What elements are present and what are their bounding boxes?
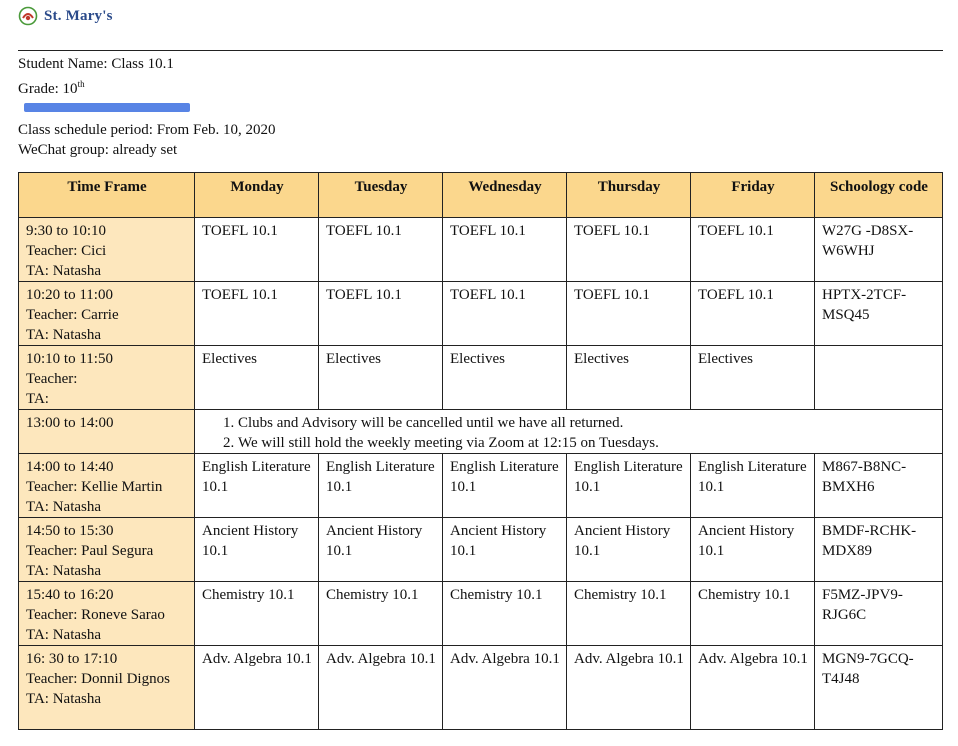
time-cell xyxy=(19,582,195,646)
code-cell: F5MZ-JPV9-RJG6C xyxy=(815,582,943,646)
school-logo-icon xyxy=(18,6,38,26)
teacher: Teacher: Donnil Dignos xyxy=(26,671,170,687)
time-cell xyxy=(19,346,195,410)
time-range: 10:10 to 11:50 xyxy=(26,351,113,367)
notice-item: 1. Clubs and Advisory will be cancelled until we have all returned. xyxy=(238,413,936,433)
class-cell: Electives xyxy=(443,346,567,410)
student-info xyxy=(18,54,275,161)
redacted-line xyxy=(18,100,275,120)
time-range: 13:00 to 14:00 xyxy=(26,415,114,431)
notice-item: 2. We will still hold the weekly meeting via Zoom at 12:15 on Tuesdays. xyxy=(238,433,936,453)
class-cell: TOEFL 10.1 xyxy=(567,282,691,346)
header-divider xyxy=(18,50,943,51)
ta: TA: Natasha xyxy=(26,627,102,643)
student-name: Student Name: Class 10.1 xyxy=(18,56,174,72)
class-cell: Adv. Algebra 10.1 xyxy=(691,646,815,730)
time-range: 10:20 to 11:00 xyxy=(26,287,113,303)
time-range: 9:30 to 10:10 xyxy=(26,223,107,239)
class-cell: TOEFL 10.1 xyxy=(691,218,815,282)
time-range: 14:00 to 14:40 xyxy=(26,459,114,475)
class-cell: Chemistry 10.1 xyxy=(319,582,443,646)
class-cell: TOEFL 10.1 xyxy=(567,218,691,282)
header-friday: Friday xyxy=(691,173,815,218)
header-monday: Monday xyxy=(195,173,319,218)
header-thursday: Thursday xyxy=(567,173,691,218)
class-cell: Electives xyxy=(195,346,319,410)
time-cell xyxy=(19,218,195,282)
grade xyxy=(18,74,275,99)
table-row xyxy=(19,454,943,518)
teacher: Teacher: xyxy=(26,371,78,387)
time-cell xyxy=(19,454,195,518)
notice-list xyxy=(202,413,936,453)
time-cell xyxy=(19,410,195,454)
teacher: Teacher: Kellie Martin xyxy=(26,479,163,495)
header-time-frame: Time Frame xyxy=(19,173,195,218)
class-cell: TOEFL 10.1 xyxy=(195,218,319,282)
code-cell: M867-B8NC-BMXH6 xyxy=(815,454,943,518)
class-cell: TOEFL 10.1 xyxy=(195,282,319,346)
class-cell: Ancient History 10.1 xyxy=(195,518,319,582)
table-row xyxy=(19,410,943,454)
class-cell: Chemistry 10.1 xyxy=(443,582,567,646)
class-schedule-period: Class schedule period: From Feb. 10, 2020 xyxy=(18,121,276,138)
class-cell: Chemistry 10.1 xyxy=(691,582,815,646)
code-cell: BMDF-RCHK-MDX89 xyxy=(815,518,943,582)
time-range: 14:50 to 15:30 xyxy=(26,523,114,539)
class-cell: Ancient History 10.1 xyxy=(443,518,567,582)
ta: TA: Natasha xyxy=(26,327,102,343)
teacher: Teacher: Roneve Sarao xyxy=(26,607,165,623)
header-schoology-code: Schoology code xyxy=(815,173,943,218)
table-row xyxy=(19,518,943,582)
class-cell: Ancient History 10.1 xyxy=(319,518,443,582)
ta: TA: Natasha xyxy=(26,263,102,279)
notice-cell xyxy=(195,410,943,454)
schedule-table xyxy=(18,172,943,730)
class-cell: Electives xyxy=(691,346,815,410)
school-name: St. Mary's xyxy=(44,7,113,24)
class-cell: Electives xyxy=(567,346,691,410)
class-cell: Electives xyxy=(319,346,443,410)
grade-text: Grade: 10 xyxy=(18,81,78,98)
grade-suffix: th xyxy=(77,79,85,90)
class-cell: TOEFL 10.1 xyxy=(443,218,567,282)
header-wednesday: Wednesday xyxy=(443,173,567,218)
class-cell: Adv. Algebra 10.1 xyxy=(567,646,691,730)
class-cell: TOEFL 10.1 xyxy=(691,282,815,346)
time-cell xyxy=(19,282,195,346)
time-cell xyxy=(19,518,195,582)
ta: TA: Natasha xyxy=(26,691,102,707)
class-cell: Chemistry 10.1 xyxy=(567,582,691,646)
wechat-group: WeChat group: already set xyxy=(18,142,178,159)
class-cell: Chemistry 10.1 xyxy=(195,582,319,646)
header-tuesday: Tuesday xyxy=(319,173,443,218)
code-cell xyxy=(815,346,943,410)
table-row xyxy=(19,282,943,346)
ta: TA: Natasha xyxy=(26,563,102,579)
teacher: Teacher: Carrie xyxy=(26,307,119,323)
code-cell: MGN9-7GCQ-T4J48 xyxy=(815,646,943,730)
time-range: 16: 30 to 17:10 xyxy=(26,651,118,667)
table-row xyxy=(19,646,943,730)
class-cell: English Literature 10.1 xyxy=(567,454,691,518)
class-cell: Adv. Algebra 10.1 xyxy=(195,646,319,730)
class-cell: English Literature 10.1 xyxy=(691,454,815,518)
table-row xyxy=(19,582,943,646)
class-cell: TOEFL 10.1 xyxy=(319,282,443,346)
time-range: 15:40 to 16:20 xyxy=(26,587,114,603)
class-cell: TOEFL 10.1 xyxy=(319,218,443,282)
class-cell: English Literature 10.1 xyxy=(195,454,319,518)
teacher: Teacher: Cici xyxy=(26,243,107,259)
time-cell xyxy=(19,646,195,730)
code-cell: HPTX-2TCF-MSQ45 xyxy=(815,282,943,346)
class-cell: Adv. Algebra 10.1 xyxy=(319,646,443,730)
table-header-row xyxy=(19,173,943,218)
ta: TA: Natasha xyxy=(26,499,102,515)
code-cell: W27G -D8SX-W6WHJ xyxy=(815,218,943,282)
teacher: Teacher: Paul Segura xyxy=(26,543,154,559)
class-cell: English Literature 10.1 xyxy=(319,454,443,518)
class-cell: Ancient History 10.1 xyxy=(691,518,815,582)
table-row xyxy=(19,346,943,410)
class-cell: English Literature 10.1 xyxy=(443,454,567,518)
class-cell: Ancient History 10.1 xyxy=(567,518,691,582)
ta: TA: xyxy=(26,391,49,407)
table-row xyxy=(19,218,943,282)
class-cell: Adv. Algebra 10.1 xyxy=(443,646,567,730)
class-cell: TOEFL 10.1 xyxy=(443,282,567,346)
header xyxy=(18,5,113,27)
redaction-bar xyxy=(24,103,190,112)
